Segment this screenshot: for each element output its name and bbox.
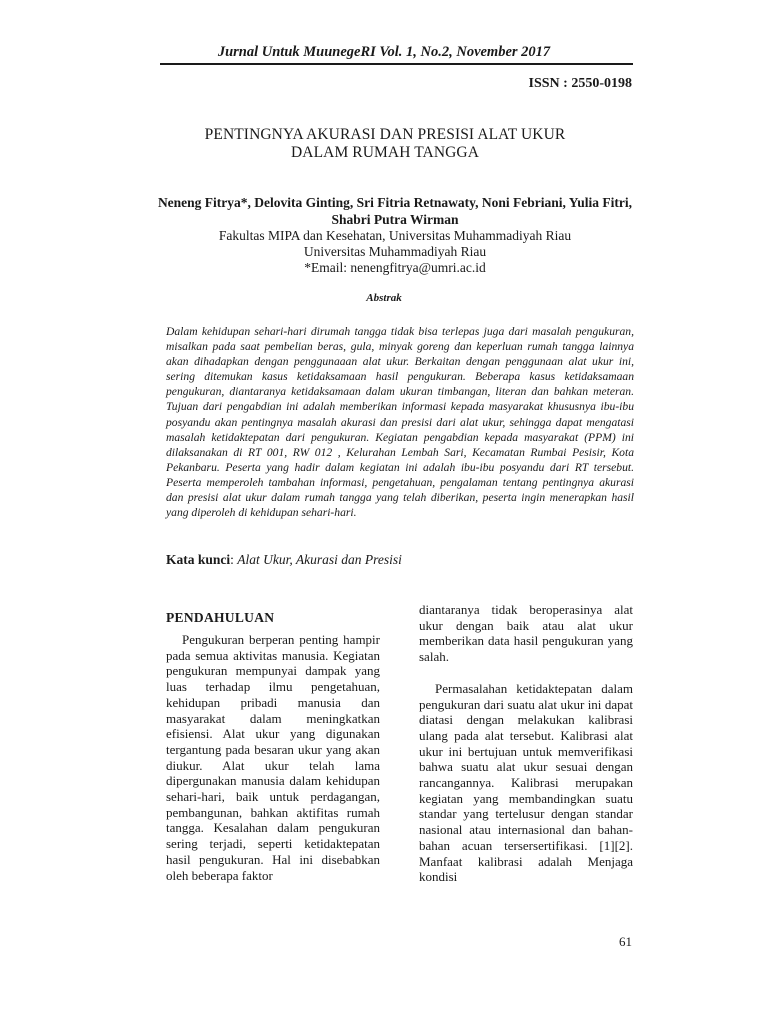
right-paragraph-2: Permasalahan ketidaktepatan dalam pengukuran dari suatu alat ukur ini dapat diatasi dengan melakukan kalibrasi ulang pada alat tersebut. Kalibrasi alat ukur ini bertujuan untuk memverifikasi bahwa suatu alat ukur sesuai dengan rancangannya. Kalibrasi merupakan kegiatan yang membandingkan suatu standar yang tertelusur dengan standar nasional atau internasional dan bahan-bahan acuan tersersertifikasi. [1][2]. Manfaat kalibrasi adalah Menjaga kondisi — [419, 680, 633, 885]
affiliation-line-2: Universitas Muhammadiyah Riau — [303, 244, 487, 259]
journal-header: Jurnal Untuk MuunegeRI Vol. 1, No.2, November 2017 — [217, 44, 551, 60]
right-column — [419, 602, 633, 885]
paper-title — [140, 126, 630, 162]
author-list: Neneng Fitrya*, Delovita Ginting, Sri Fitria Retnawaty, Noni Febriani, Yulia Fitri, Shabri Putra Wirman — [157, 195, 633, 227]
issn-label: ISSN : 2550-0198 — [528, 76, 632, 91]
affiliation-line-1: Fakultas MIPA dan Kesehatan, Universitas Muhammadiyah Riau — [218, 228, 572, 243]
right-paragraph-1: diantaranya tidak beroperasinya alat ukur dengan baik atau alat ukur memberikan data hasil pengukuran yang salah. — [419, 602, 633, 665]
abstract-body: Dalam kehidupan sehari-hari dirumah tangga tidak bisa terlepas juga dari masalah pengukuran, misalkan pada saat pembelian beras, gula, minyak goreng dan keperluan rumah tangga lainnya akan dihadapkan dengan penggunaaan alat ukur. Berkaitan dengan penggunaan alat ukur ini, sering ditemukan kasus ketidaksamaan hasil pengukuran. Beberapa kasus ketidaksamaan pengukuran, diantaranya ketidaksamaan dalam ukuran timbangan, literan dan bahkan meteran. Tujuan dari pengabdian ini adalah memberikan informasi kepada masyarakat khususnya ibu-ibu posyandu akan pentingnya masalah akurasi dan presisi dari alat ukur, sehingga dapat mengatasi masalah ketidaktepatan dari pengukuran. Kegiatan pengabdian kepada masyarakat (PPM) ini dilaksanakan di RT 001, RW 012 , Kelurahan Lembah Sari, Kecamatan Rumbai Pesisir, Kota Pekanbaru. Peserta yang hadir dalam kegiatan ini adalah ibu-ibu posyandu dari RT tersebut. Peserta memperoleh tambahan informasi, pengetahuan, pengalaman tentang pentingnya akurasi dan presisi alat ukur dalam rumah tangga yang telah diberikan, peserta ingin menerapkan hasil yang diperoleh di kehidupan sehari-hari. — [166, 325, 634, 520]
keywords-label: Kata kunci — [166, 552, 231, 567]
header-rule — [160, 63, 633, 65]
affiliation-email: *Email: nenengfitrya@umri.ac.id — [304, 260, 486, 275]
section-heading: PENDAHULUAN — [166, 610, 275, 625]
paper-title-line-1: PENTINGNYA AKURASI DAN PRESISI ALAT UKUR — [204, 126, 566, 143]
keywords-value: Alat Ukur, Akurasi dan Presisi — [237, 552, 402, 567]
abstract-heading: Abstrak — [366, 292, 402, 304]
paper-title-line-2: DALAM RUMAH TANGGA — [291, 144, 479, 161]
left-paragraph-1: Pengukuran berperan penting hampir pada semua aktivitas manusia. Kegiatan pengukuran mempunyai dampak yang luas terhadap ilmu pengetahuan, kehidupan pribadi manusia dan masyarakat dalam meningkatkan efisiensi. Alat ukur yang digunakan tergantung pada besaran ukur yang akan diukur. Alat ukur telah lama dipergunakan manusia dalam kehidupan sehari-hari, baik untuk perdagangan, pembangunan, bahkan aktifitas rumah tangga. Kesalahan dalam pengukuran sering terjadi, seperti ketidaktepatan hasil pengukuran. Hal ini disebabkan oleh beberapa faktor — [166, 632, 380, 883]
page-number: 61 — [619, 934, 632, 949]
keywords-line: Kata kunci: Alat Ukur, Akurasi dan Presisi — [166, 552, 402, 567]
affiliation-block — [150, 228, 640, 276]
left-column — [166, 632, 380, 883]
